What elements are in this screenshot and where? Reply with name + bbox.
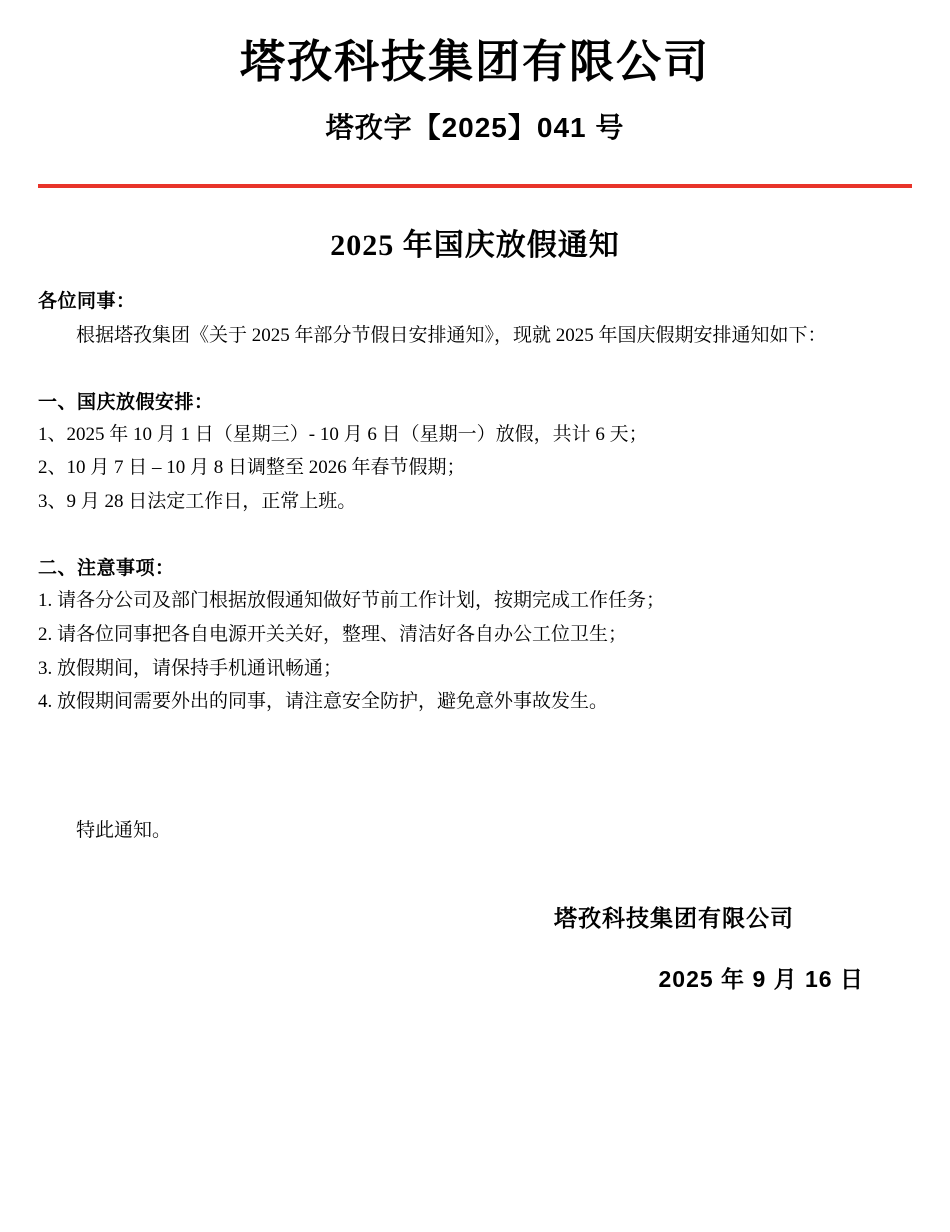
- red-separator-rule: [38, 184, 912, 188]
- organization-name: 塔孜科技集团有限公司: [239, 36, 710, 87]
- closing-statement: 特此通知。: [76, 820, 172, 842]
- list-item: 1. 请各分公司及部门根据放假通知做好节前工作计划，按期完成工作任务；: [38, 589, 666, 611]
- section-heading: 二、注意事项：: [38, 557, 175, 579]
- list-item: 1、2025 年 10 月 1 日（星期三）- 10 月 6 日（星期一）放假，共计 6 天；: [38, 423, 648, 445]
- salutation: 各位同事：: [38, 291, 136, 313]
- letterhead: [38, 0, 912, 146]
- list-item: 2、10 月 7 日 – 10 月 8 日调整至 2026 年春节假期；: [38, 457, 466, 479]
- page-title: 2025 年国庆放假通知: [330, 229, 620, 263]
- signature-company: 塔孜科技集团有限公司: [554, 905, 794, 932]
- list-item: 2. 请各位同事把各自电源开关关好，整理、清洁好各自办公工位卫生；: [38, 623, 628, 645]
- list-item: 3. 放假期间，请保持手机通讯畅通；: [38, 657, 343, 679]
- intro-paragraph: 根据塔孜集团《关于 2025 年部分节假日安排通知》，现就 2025 年国庆假期安排通知如下：: [76, 325, 827, 347]
- section-heading: 一、国庆放假安排：: [38, 391, 214, 413]
- document-number: 塔孜字【2025】041 号: [325, 112, 625, 144]
- signature-block: [38, 900, 912, 933]
- section-notes: [38, 553, 912, 719]
- list-item: 4. 放假期间需要外出的同事，请注意安全防护，避免意外事故发生。: [38, 691, 609, 713]
- signature-date: 2025 年 9 月 16 日: [658, 966, 864, 993]
- section-holiday-schedule: [38, 387, 912, 519]
- signature-date-wrap: [38, 961, 912, 994]
- list-item: 3、9 月 28 日法定工作日，正常上班。: [38, 491, 357, 513]
